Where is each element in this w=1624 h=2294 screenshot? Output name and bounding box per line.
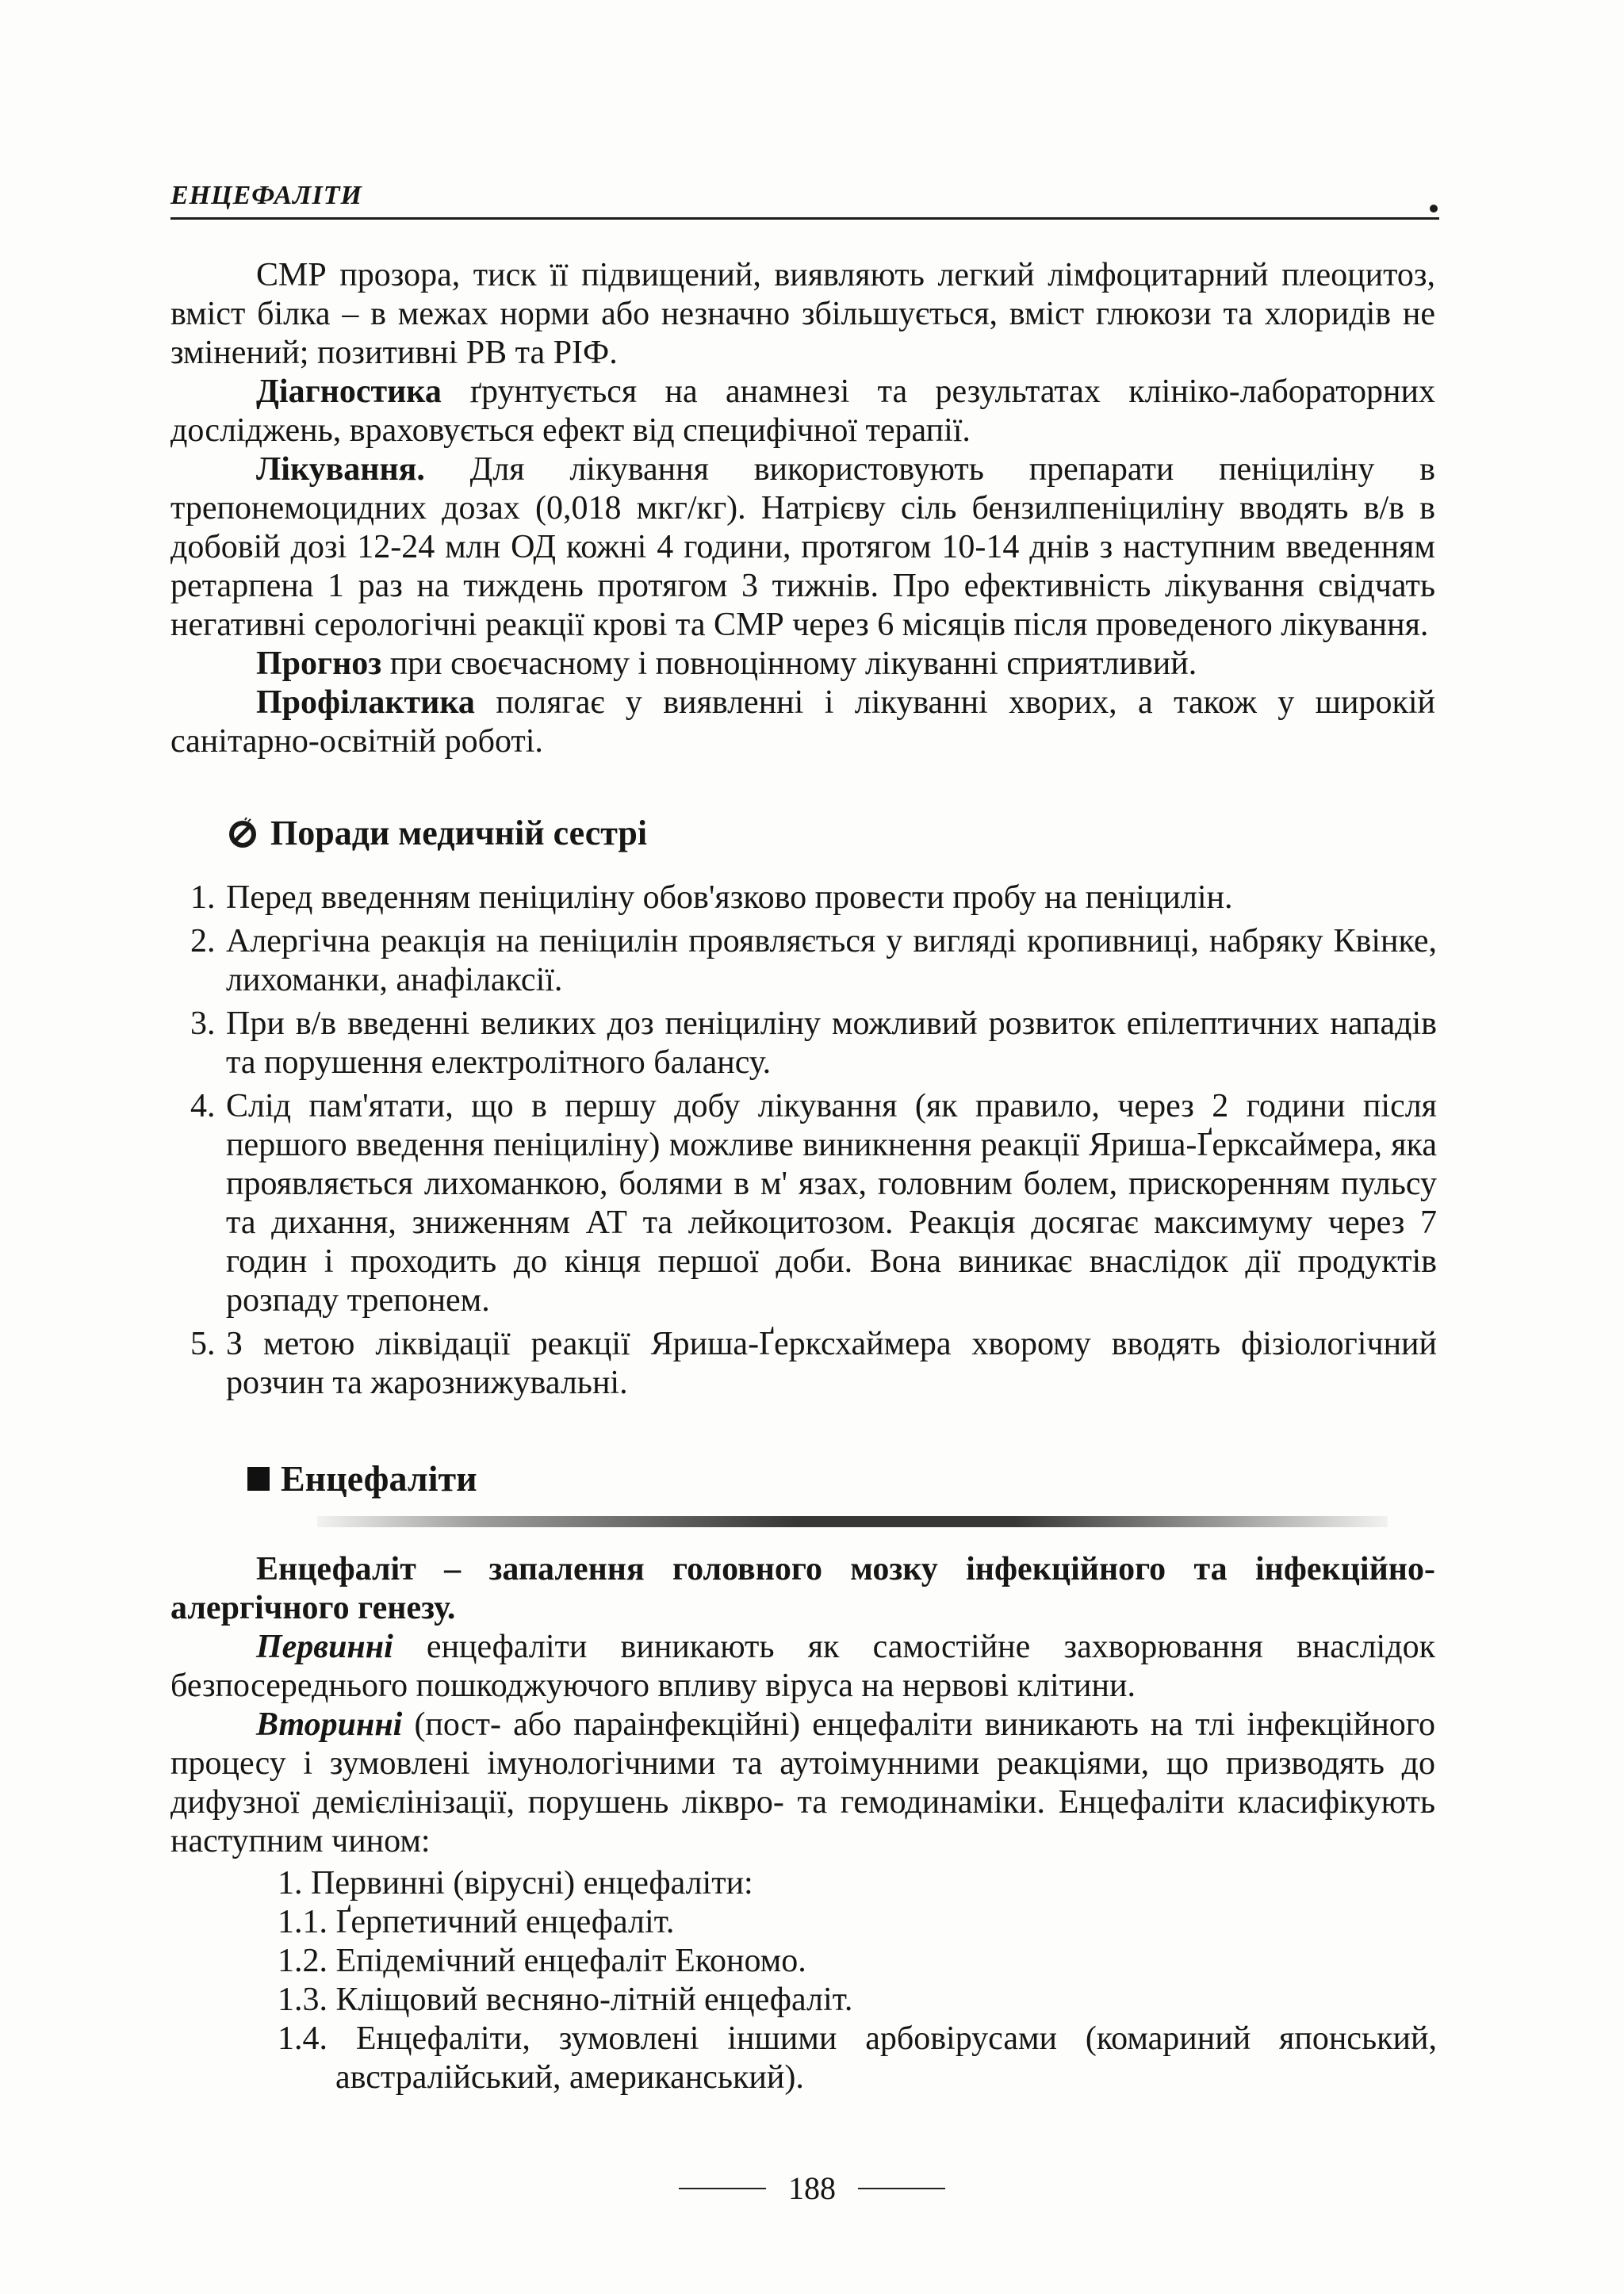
list-item xyxy=(190,922,1437,1000)
list-item-number: 2. xyxy=(190,923,216,959)
list-item-text: При в/в введенні великих доз пеніциліну можливий розвиток епілептичних нападів та порушення електролітного балансу. xyxy=(226,1005,1437,1081)
prevention-paragraph xyxy=(170,684,1435,761)
secondary-text: (пост- або параінфекційні) енцефаліти виникають на тлі інфекційного процесу і зумовлені імунологічними та аутоімунними реакціями, що призводять до дифузної демієлінізації, порушень ліквро- та гемодинаміки. Енцефаліти класифікують наступним чином: xyxy=(170,1706,1435,1859)
nurse-badge-icon xyxy=(226,817,259,850)
list-item-text: 1.3. Кліщовий весняно-літній енцефаліт. xyxy=(278,1982,853,2018)
csf-paragraph: СМР прозора, тиск її підвищений, виявляють легкий лімфоцитарний плеоцитоз, вміст білка – в межах норми або незначно збільшується, вміст глюкози та хлоридів не змінений; позитивні РВ та РІФ. xyxy=(170,257,1435,371)
syphilis-treatment-text xyxy=(170,256,1435,761)
list-item xyxy=(190,879,1437,917)
header-dot xyxy=(1430,205,1438,213)
treatment-text: Для лікування використовують препарати пеніциліну в трепонемоцидних дозах (0,018 мкг/кг). Натрієву сіль бензилпеніциліну вводять в/в в добовій дозі 12-24 млн ОД кожні 4 години, протягом 10-14 днів з наступним введенням ретарпена 1 раз на тиждень протягом 3 тижнів. Про ефективність лікування свідчать негативні серологічні реакції крові та СМР через 6 місяців після проведеного лікування. xyxy=(170,451,1435,643)
list-item-text: 1.1. Ґерпетичний енцефаліт. xyxy=(278,1904,675,1940)
list-item-number: 3. xyxy=(190,1005,216,1042)
list-item xyxy=(190,1325,1437,1403)
list-item xyxy=(278,1942,1437,1981)
primary-text: енцефаліти виникають як самостійне захворювання внаслідок безпосереднього пошкоджуючого впливу віруса на нервові клітини. xyxy=(170,1629,1435,1704)
secondary-term: Вторинні xyxy=(256,1706,403,1743)
footer-dash-left xyxy=(679,2188,766,2189)
list-item-text: Слід пам'ятати, що в першу добу лікування (як правило, через 2 години після першого введення пеніциліну) можливе виникнення реакції Яриша-Ґеркса​ймера, яка проявляється лихоманкою, болями в м' язах, головним болем, прискоренням пульсу та дихання, зниженням АТ та лейкоцитозом. Реакція досягає максимуму через 7 годин і проходить до кінця першої доби. Вона виникає внаслідок дії продуктів розпаду трепонем. xyxy=(226,1088,1437,1319)
list-item xyxy=(278,1864,1437,1903)
list-item xyxy=(278,1981,1437,2020)
classification-list xyxy=(278,1864,1437,2097)
list-item-number: 1. xyxy=(190,879,216,916)
list-item-text: 1. Первинні (вірусні) енцефаліти: xyxy=(278,1865,753,1901)
diagnostics-text: ґрунтується на анамнезі та результатах клініко-лабораторних досліджень, враховується ефект від специфічної терапії. xyxy=(170,373,1435,449)
section-heading xyxy=(247,1457,477,1499)
prevention-term: Профілактика xyxy=(256,684,475,721)
list-item-text: З метою ліквідації реакції Яриша-Ґерксхаймера хворому вводять фізіологічний розчин та жарознижувальні. xyxy=(226,1326,1437,1401)
section-title: Енцефаліти xyxy=(281,1458,477,1499)
section-divider xyxy=(317,1516,1388,1527)
square-bullet-icon xyxy=(247,1467,270,1491)
primary-term: Первинні xyxy=(256,1629,393,1665)
list-item xyxy=(190,1005,1437,1082)
footer-dash-right xyxy=(858,2188,945,2189)
definition-paragraph: Енцефаліт – запалення головного мозку інфекційного та інфекційно-алергічного генезу. xyxy=(170,1551,1435,1626)
list-item-text: 1.4. Енцефаліти, зумовлені іншими арбовірусами (комариний японський, австралійський, американський). xyxy=(278,2020,1437,2096)
prognosis-paragraph xyxy=(170,645,1435,684)
treatment-term: Лікування. xyxy=(256,451,425,488)
page-footer xyxy=(0,2170,1624,2207)
prognosis-text: при своєчасному і повноцінному лікуванні сприятливий. xyxy=(381,645,1197,682)
list-item-number: 5. xyxy=(190,1326,216,1362)
list-item xyxy=(278,2020,1437,2097)
list-item-number: 4. xyxy=(190,1088,216,1124)
running-header-title: ЕНЦЕФАЛІТИ xyxy=(170,181,362,210)
list-item xyxy=(190,1087,1437,1320)
prognosis-term: Прогноз xyxy=(256,645,382,682)
treatment-paragraph xyxy=(170,450,1435,645)
prevention-text: полягає у виявленні і лікуванні хворих, а також у широкій санітарно-освітній роботі. xyxy=(170,684,1435,760)
secondary-paragraph xyxy=(170,1706,1435,1861)
nurse-tips-title: Поради медичній сестрі xyxy=(270,814,648,852)
list-item-text: Перед введенням пеніциліну обов'язково провести пробу на пеніцилін. xyxy=(226,879,1233,916)
diagnostics-paragraph xyxy=(170,373,1435,450)
page-number: 188 xyxy=(788,2170,836,2206)
running-header xyxy=(170,176,1439,220)
nurse-tips-list xyxy=(190,879,1437,1407)
list-item-text: Алергічна реакція на пеніцилін проявляється у вигляді кропивниці, набряку Квінке, лихоманки, анафілаксії. xyxy=(226,923,1437,998)
list-item-text: 1.2. Епідемічний енцефаліт Економо. xyxy=(278,1943,806,1979)
encephalitis-text xyxy=(170,1550,1435,1861)
diagnostics-term: Діагностика xyxy=(256,373,442,410)
primary-paragraph xyxy=(170,1628,1435,1706)
nurse-tips-heading xyxy=(226,813,647,853)
list-item xyxy=(278,1903,1437,1942)
